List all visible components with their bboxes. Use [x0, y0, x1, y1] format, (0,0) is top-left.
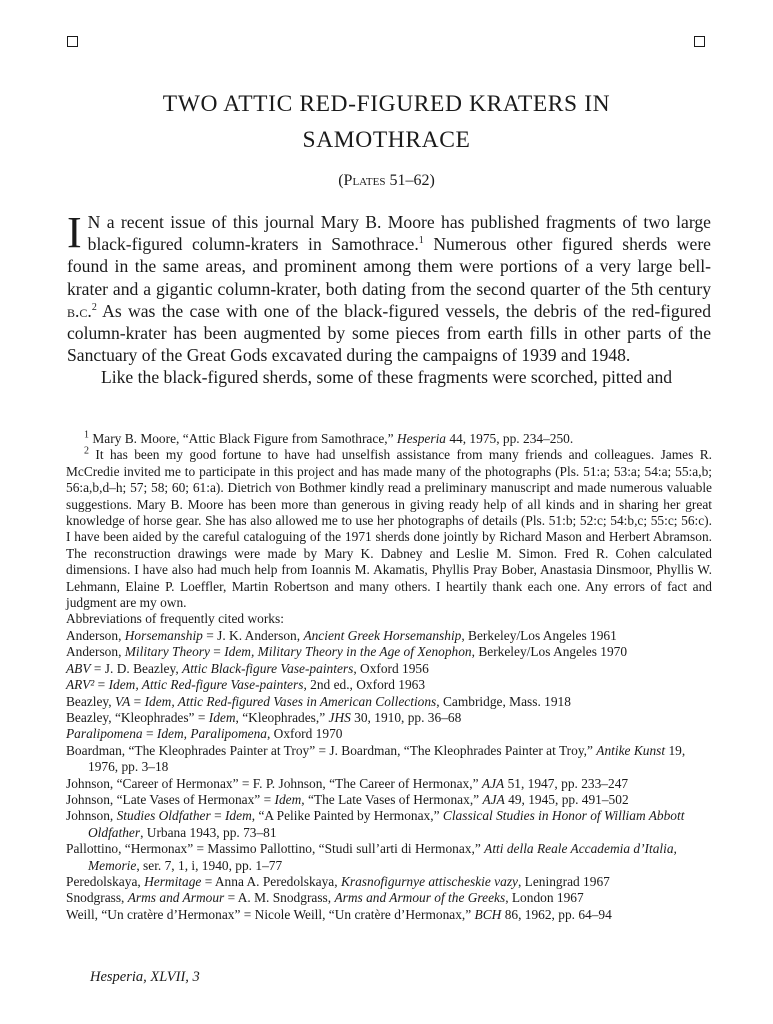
title-line-1: TWO ATTIC RED-FIGURED KRATERS IN [162, 91, 611, 117]
footnote-ref-1: 1 [418, 235, 424, 247]
drop-cap: I [67, 208, 82, 257]
reference-entry: Peredolskaya, Hermitage = Anna A. Peredolskaya, Krasnofigurnye attischeskie vazy, Leningrad 1967 [66, 873, 610, 889]
plates-reference: (Plates 51–62) [338, 172, 435, 189]
reference-entry: Paralipomena = Idem, Paralipomena, Oxford 1970 [66, 726, 343, 742]
reference-entry: Johnson, “Late Vases of Hermonax” = Idem, “The Late Vases of Hermonax,” AJA 49, 1945, pp. 491–502 [66, 791, 629, 807]
footnote-ref-2: 2 [91, 301, 97, 313]
reference-entry: Beazley, VA = Idem, Attic Red-figured Vases in American Collections, Cambridge, Mass. 1918 [66, 693, 571, 709]
footnotes [66, 431, 712, 923]
footnote-2: $^2$ It has been my good fortune to have had unselfish assistance from many friends and colleagues. James R. McCredie invited me to participate in this project and has made many of the photographs (Pls. 51:a; 53:a; 54:a; 55:a,b; 56:a,b,d–h; 57; 58; 60; 61:a). Dietrich von Bothmer kindly read a preliminary manuscript and made numerous valuable suggestions. Mary B. Moore has been more than generous in giving ready help of all kinds and in sharing her great knowledge of horse gear. She has also allowed me to use her photographs of details (Pls. 51:b; 52:c; 54:b,c; 55:c; 56:c). I have been aided by the careful cataloguing of the 1971 sherds done jointly by Richard Mason and Herbert Abramson. The reconstruction drawings were made by Mary K. Dabney and Leslie M. Simon. Fred R. Cohen calculated dimensions. I have also had much help from Ioannis M. Akamatis, Phyllis Pray Bober, Anastasia Dinsmoor, Phyllis W. Lehmann, Elaine P. Loeffler, Martin Robertson and many others. I heartily thank each one. Any errors of fact and judgment are my own. [66, 445, 712, 611]
reference-entry: Pallottino, “Hermonax” = Massimo Pallottino, “Studi sull’arti di Hermonax,” Atti della Reale Accademia d’Italia, Memorie, ser. 7, 1, i, 1940, pp. 1–77 [66, 841, 677, 873]
running-footer: Hesperia, XLVII, 3 [90, 969, 200, 985]
article-body [67, 208, 711, 389]
reference-entry: ABV = J. D. Beazley, Attic Black-figure Vase-painters, Oxford 1956 [66, 660, 429, 676]
reference-entry: Snodgrass, Arms and Armour = A. M. Snodgrass, Arms and Armour of the Greeks, London 1967 [66, 890, 584, 906]
reference-entry: Johnson, Studies Oldfather = Idem, “A Pelike Painted by Hermonax,” Classical Studies in Honor of William Abbott Oldfather, Urbana 1943, pp. 73–81 [66, 808, 685, 840]
page-title [60, 86, 713, 158]
abbreviations-heading: Abbreviations of frequently cited works: [66, 611, 284, 627]
plates-label: Plates [343, 172, 386, 189]
body-paragraph-2: Like the black-figured sherds, some of these fragments were scorched, pitted and [101, 367, 673, 388]
body-paragraph-1: I N a recent issue of this journal Mary B. Moore has published fragments of two large black-figured column-kraters in Samothrace.$^1$ Numerous other figured sherds were found in the same areas, and prominent among them were portions of a very large bell-krater and a gigantic column-krater, both dating from the second quarter of the 5th century b.c.$^2$ As was the case with one of the black-figured vessels, the debris of the red-figured column-krater has been augmented by some pieces from earth fills in other parts of the Sanctuary of the Great Gods excavated during the campaigns of 1939 and 1948. [67, 208, 711, 366]
reference-entry: Boardman, “The Kleophrades Painter at Troy” = J. Boardman, “The Kleophrades Painter at Troy,” Antike Kunst 19, 1976, pp. 3–18 [66, 742, 686, 775]
reference-entry: Beazley, “Kleophrades” = Idem, “Kleophrades,” JHS 30, 1910, pp. 36–68 [66, 709, 462, 725]
footnote-1: $^1$ Mary B. Moore, “Attic Black Figure from Samothrace,” Hesperia 44, 1975, pp. 234–250. [84, 429, 574, 446]
reference-entry: Anderson, Horsemanship = J. K. Anderson, Ancient Greek Horsemanship, Berkeley/Los Angeles 1961 [66, 627, 617, 643]
corner-mark-left [67, 36, 78, 47]
reference-entry: Johnson, “Career of Hermonax” = F. P. Johnson, “The Career of Hermonax,” AJA 51, 1947, pp. 233–247 [66, 775, 629, 791]
reference-entry: ARV² = Idem, Attic Red-figure Vase-painters, 2nd ed., Oxford 1963 [66, 677, 426, 693]
reference-entry: Weill, “Un cratère d’Hermonax” = Nicole Weill, “Un cratère d’Hermonax,” BCH 86, 1962, pp. 64–94 [66, 906, 612, 922]
title-line-2: SAMOTHRACE [302, 127, 471, 153]
reference-entry: Anderson, Military Theory = Idem, Military Theory in the Age of Xenophon, Berkeley/Los Angeles 1970 [66, 644, 628, 660]
corner-mark-right [694, 36, 705, 47]
plates-range: 51–62 [389, 172, 430, 189]
